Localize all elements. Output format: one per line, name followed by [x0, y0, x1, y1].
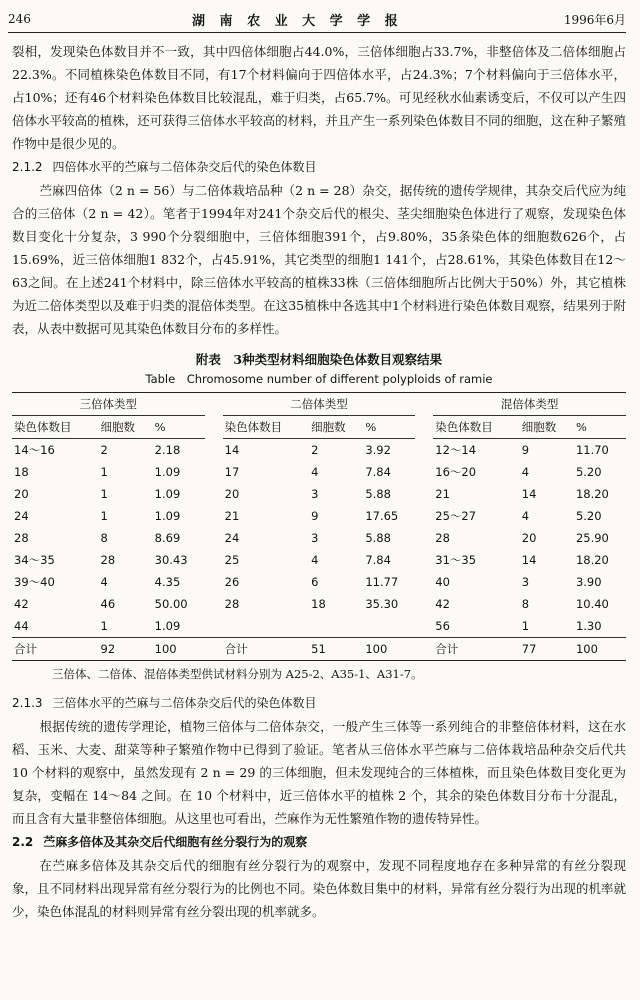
table-cell: 50.00: [154, 597, 188, 611]
page-header: [8, 6, 626, 33]
table-cell: 18.20: [575, 553, 609, 567]
table-cell: 17: [224, 465, 240, 479]
table-cell: 18: [311, 597, 326, 611]
table-cell: 35.30: [365, 597, 399, 611]
total-value: 77: [520, 638, 574, 661]
table-cell: 25～27: [435, 509, 477, 523]
section-2-2-heading: [12, 830, 626, 854]
table-cell: 3: [311, 531, 319, 545]
table-cell: 3.92: [365, 443, 391, 457]
table-cell: 4: [311, 553, 319, 567]
table-cell: 4: [100, 575, 108, 589]
table-cell: 9: [521, 443, 530, 457]
table-cell: 8: [100, 531, 108, 545]
table-body: [12, 439, 626, 661]
col-percent: %: [574, 416, 626, 439]
total-value: 92: [99, 638, 153, 661]
table-group-header: [12, 393, 626, 416]
table-cell: 1: [521, 619, 530, 633]
table-cell: 1: [100, 619, 108, 633]
table-cell: 3: [521, 575, 530, 589]
table-cell: 39～40: [14, 575, 55, 589]
section-number: 2.2: [12, 835, 34, 849]
table-row: [12, 615, 626, 638]
total-value: 51: [309, 638, 363, 661]
group-triploid: 三倍体类型: [12, 393, 205, 416]
table-caption-en: Table Chromosome number of different polyploids of ramie: [145, 372, 493, 386]
group-mixoploid: 混倍体类型: [433, 393, 626, 416]
table-cell: 18: [14, 465, 29, 479]
table-cell: 10.40: [575, 597, 609, 611]
intro-paragraph: 裂相，发现染色体数目并不一致，其中四倍体细胞占44.0%，三倍体细胞占33.7%，非整倍体及二倍体细胞占22.3%。不同植株染色体数目不同，有17个材料偏向于四倍体水平，占24.3%；7个材料偏向于三倍体水平，占10%；还有46个材料染色体数目比较混乱，难于归类，占65.7%。可见经秋水仙素诱变后，不仅可以产生四倍体水平较高的植株，还可获得三倍体水平较高的材料，并且产生一系列染色体数目不同的细胞，这在种子繁殖作物中是很少见的。: [12, 44, 626, 151]
section-number: 2.1.2: [12, 160, 43, 174]
col-cell-count: 细胞数: [520, 416, 574, 439]
table-cell: 4: [311, 465, 319, 479]
col-chromosome-number: 染色体数目: [433, 416, 520, 439]
table-cell: 7.84: [365, 465, 391, 479]
table-cell: 1.30: [575, 619, 602, 633]
table-cell: 1.09: [154, 619, 181, 633]
table-column-header: [12, 416, 626, 439]
table-cell: 21: [435, 487, 450, 501]
table-cell: 16～20: [435, 465, 477, 479]
table-cell: 1: [100, 509, 108, 523]
table-row: [12, 505, 626, 527]
table-cell: 34～35: [14, 553, 55, 567]
article-body: [12, 40, 626, 923]
table-row: [12, 527, 626, 549]
table-cell: 3.90: [575, 575, 602, 589]
table-row: [12, 571, 626, 593]
table-cell: 3: [311, 487, 319, 501]
table-cell: 42: [14, 597, 29, 611]
section-2-1-2-body: 苎麻四倍体（2 n = 56）与二倍体栽培品种（2 n = 28）杂交，据传统的遗传学规律，其杂交后代应为纯合的三倍体（2 n = 42）。笔者于1994年对241个杂交后代的根尖、茎尖细胞染色体进行了观察，发现染色体数目变化十分复杂，3 990个分裂细胞中，三倍体细胞391个，占9.80%，35条染色体的细胞数626个，占15.69%，近三倍体细胞1 832个，占45.91%，其它类型的细胞1 141个，占28.61%，其染色体数目在12～63之间。在上述241个材料中，除三倍体水平较高的植株33株（三倍体细胞所占比例大于50%）外，其它植株为近二倍体类型以及难于归类的混倍体类型。在这35植株中各选其中1个材料进行染色体数目观察，结果列于附表，从表中数据可见其染色体数目分布的多样性。: [12, 183, 626, 336]
table-cell: 20: [224, 487, 240, 501]
table-cell: 8: [521, 597, 530, 611]
table-row: [12, 593, 626, 615]
table-cell: 28: [100, 553, 116, 567]
table-cell: 25.90: [575, 531, 609, 545]
table-cell: 2: [311, 443, 319, 457]
table-cell: 14～16: [14, 443, 55, 457]
section-title: 四倍体水平的苎麻与二倍体杂交后代的染色体数目: [52, 160, 317, 174]
total-value: 100: [574, 638, 626, 661]
table-row: [12, 549, 626, 571]
table-cell: 28: [224, 597, 240, 611]
table-footnote: 三倍体、二倍体、混倍体类型供试材料分别为 A25-2、A35-1、A31-7。: [52, 667, 423, 681]
table-cell: 28: [435, 531, 450, 545]
total-label: 合计: [433, 638, 520, 661]
table-cell: 12～14: [435, 443, 477, 457]
total-label: 合计: [223, 638, 310, 661]
section-2-2-body: 在苎麻多倍体及其杂交后代的细胞有丝分裂行为的观察中，发现不同程度地存在多种异常的有丝分裂现象，且不同材料出现异常有丝分裂行为的比例也不同。染色体数目集中的材料，异常有丝分裂行为出现的机率就少，染色体混乱的材料则异常有丝分裂出现的机率就多。: [12, 858, 626, 919]
table-cell: [223, 615, 310, 638]
table-cell: 1.09: [154, 487, 181, 501]
table-cell: 5.20: [575, 465, 602, 479]
table-total-row: [12, 638, 626, 661]
table-cell: 1: [100, 465, 108, 479]
total-label: 合计: [12, 638, 99, 661]
table-cell: 6: [311, 575, 319, 589]
table-cell: 28: [14, 531, 29, 545]
table-cell: 5.88: [365, 531, 391, 545]
section-2-1-3-body: 根据传统的遗传学理论，植物三倍体与二倍体杂交，一般产生三体等一系列纯合的非整倍体材料，这在水稻、玉米、大麦、甜菜等种子繁殖作物中已得到了验证。笔者从三倍体水平苎麻与二倍体栽培品种杂交后代共 10 个材料的观察中，虽然发现有 2 n = 29 的三体细胞，但未发现纯合的三体植株，而且染色体数目变化更为复杂，变幅在 14～84 之间。在 10 个材料中，近三倍体水平的植株 2 个，其余的染色体数目分布十分混乱，而且含有大量非整倍体细胞。从这里也可看出，苎麻作为无性繁殖作物的遗传特异性。: [12, 719, 626, 826]
col-percent: %: [363, 416, 415, 439]
table-cell: 4.35: [154, 575, 181, 589]
col-percent: %: [153, 416, 205, 439]
table-cell: 11.77: [365, 575, 399, 589]
chromosome-table: [12, 392, 626, 661]
table-cell: 17.65: [365, 509, 399, 523]
section-title: 三倍体水平的苎麻与二倍体杂交后代的染色体数目: [52, 696, 317, 710]
table-cell: 40: [435, 575, 450, 589]
table-cell: 46: [100, 597, 116, 611]
table-cell: 18.20: [575, 487, 609, 501]
table-cell: 20: [521, 531, 537, 545]
total-value: 100: [363, 638, 415, 661]
table-cell: 20: [14, 487, 29, 501]
section-title: 苎麻多倍体及其杂交后代细胞有丝分裂行为的观察: [43, 835, 308, 849]
table-cell: 5.88: [365, 487, 391, 501]
issue-date: 1996年6月: [563, 12, 626, 27]
section-2-1-2-heading: [12, 155, 626, 179]
table-row: [12, 483, 626, 505]
table-cell: 8.69: [154, 531, 181, 545]
total-value: 100: [153, 638, 205, 661]
table-cell: [363, 615, 415, 638]
table-cell: 7.84: [365, 553, 391, 567]
section-number: 2.1.3: [12, 696, 43, 710]
col-chromosome-number: 染色体数目: [223, 416, 310, 439]
table-cell: 14: [521, 487, 537, 501]
table-cell: 5.20: [575, 509, 602, 523]
table-cell: 30.43: [154, 553, 188, 567]
table-cell: 14: [224, 443, 240, 457]
table-cell: 2: [100, 443, 108, 457]
table-cell: 31～35: [435, 553, 477, 567]
table-cell: 9: [311, 509, 319, 523]
col-cell-count: 细胞数: [99, 416, 153, 439]
col-chromosome-number: 染色体数目: [12, 416, 99, 439]
table-cell: 56: [435, 619, 450, 633]
table-cell: 1.09: [154, 509, 181, 523]
table-cell: 1.09: [154, 465, 181, 479]
table-cell: 44: [14, 619, 29, 633]
table-cell: 11.70: [575, 443, 609, 457]
table-cell: 4: [521, 509, 530, 523]
table-cell: 24: [224, 531, 240, 545]
table-row: [12, 461, 626, 483]
table-cell: 42: [435, 597, 450, 611]
page-number: 246: [8, 12, 31, 26]
table-cell: 24: [14, 509, 29, 523]
col-cell-count: 细胞数: [309, 416, 363, 439]
table-cell: 25: [224, 553, 240, 567]
table-cell: 4: [521, 465, 530, 479]
table-cell: [309, 615, 363, 638]
table-cell: 14: [521, 553, 537, 567]
table-cell: 21: [224, 509, 240, 523]
section-2-1-3-heading: [12, 691, 626, 715]
journal-title: 湖 南 农 业 大 学 学 报: [192, 13, 403, 29]
table-cell: 1: [100, 487, 108, 501]
table-cell: 2.18: [154, 443, 181, 457]
table-caption-cn: 附表 3种类型材料细胞染色体数目观察结果: [195, 352, 443, 367]
table-cell: 26: [224, 575, 240, 589]
group-diploid: 二倍体类型: [223, 393, 416, 416]
table-row: [12, 439, 626, 462]
